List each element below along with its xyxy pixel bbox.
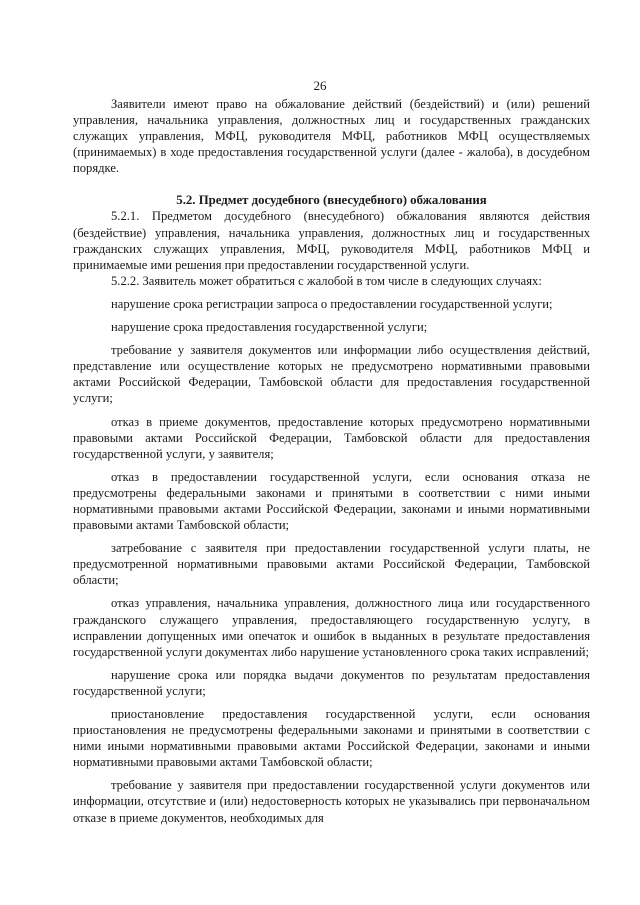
page-number: 26 (313, 78, 327, 93)
list-item: нарушение срока или порядка выдачи документов по результатам предоставления государственной услуги; (73, 667, 590, 698)
list-item: отказ управления, начальника управления, должностного лица или государственного гражданского служащего управления, предоставляющего государственную услугу, в исправлении допущенных ими опечаток и ошибок в выданных в результате предоставления государственной услуги документах либо нарушение установленного срока таких исправлений; (73, 596, 590, 659)
list-item: отказ в приеме документов, предоставление которых предусмотрено нормативными правовыми актами Российской Федерации, Тамбовской области для предоставления государственной услуги, у заявителя; (73, 414, 590, 461)
list-item: затребование с заявителя при предоставлении государственной услуги платы, не предусмотренной нормативными правовыми актами Российской Федерации, Тамбовской области; (73, 541, 590, 588)
list-item: приостановление предоставления государственной услуги, если основания приостановления не предусмотрены федеральными законами и принятыми в соответствии с ними иными нормативными правовыми актами Российской Федерации, законами и иными нормативными правовыми актами Тамбовской области; (73, 707, 590, 770)
paragraph-5-2-2: 5.2.2. Заявитель может обратиться с жалобой в том числе в следующих случаях: (111, 273, 542, 288)
list-item: нарушение срока предоставления государственной услуги; (111, 320, 428, 335)
paragraph-5-2-1: 5.2.1. Предметом досудебного (внесудебного) обжалования являются действия (бездействие) управления, начальника управления, должностных лиц и государственных гражданских служащих управления, МФЦ, руководителя МФЦ, работников МФЦ и принимаемые ими решения при предоставлении государственной услуги. (73, 209, 590, 272)
list-item: нарушение срока регистрации запроса о предоставлении государственной услуги; (111, 296, 553, 311)
document-body (73, 96, 590, 833)
list-item: отказ в предоставлении государственной услуги, если основания отказа не предусмотрены федеральными законами и принятыми в соответствии с ними иными нормативными правовыми актами Российской Федерации, законами и иными нормативными правовыми актами Тамбовской области; (73, 469, 590, 533)
section-heading: 5.2. Предмет досудебного (внесудебного) обжалования (176, 193, 487, 208)
intro-paragraph: Заявители имеют право на обжалование действий (бездействий) и (или) решений управления, начальника управления, должностных лиц и государственных гражданских служащих управления, МФЦ, руководителя МФЦ, работников МФЦ осуществляемых (принимаемых) в ходе предоставления государственной услуги (далее - жалоба), в досудебном порядке. (73, 97, 590, 176)
list-item: требование у заявителя при предоставлении государственной услуги документов или информации, отсутствие и (или) недостоверность которых не указывались при первоначальном отказе в приеме документов, необходимых для (73, 778, 590, 825)
list-item: требование у заявителя документов или информации либо осуществления действий, представление или осуществление которых не предусмотрено нормативными правовыми актами Российской Федерации, Тамбовской области для предоставления государственной услуги; (73, 343, 590, 406)
